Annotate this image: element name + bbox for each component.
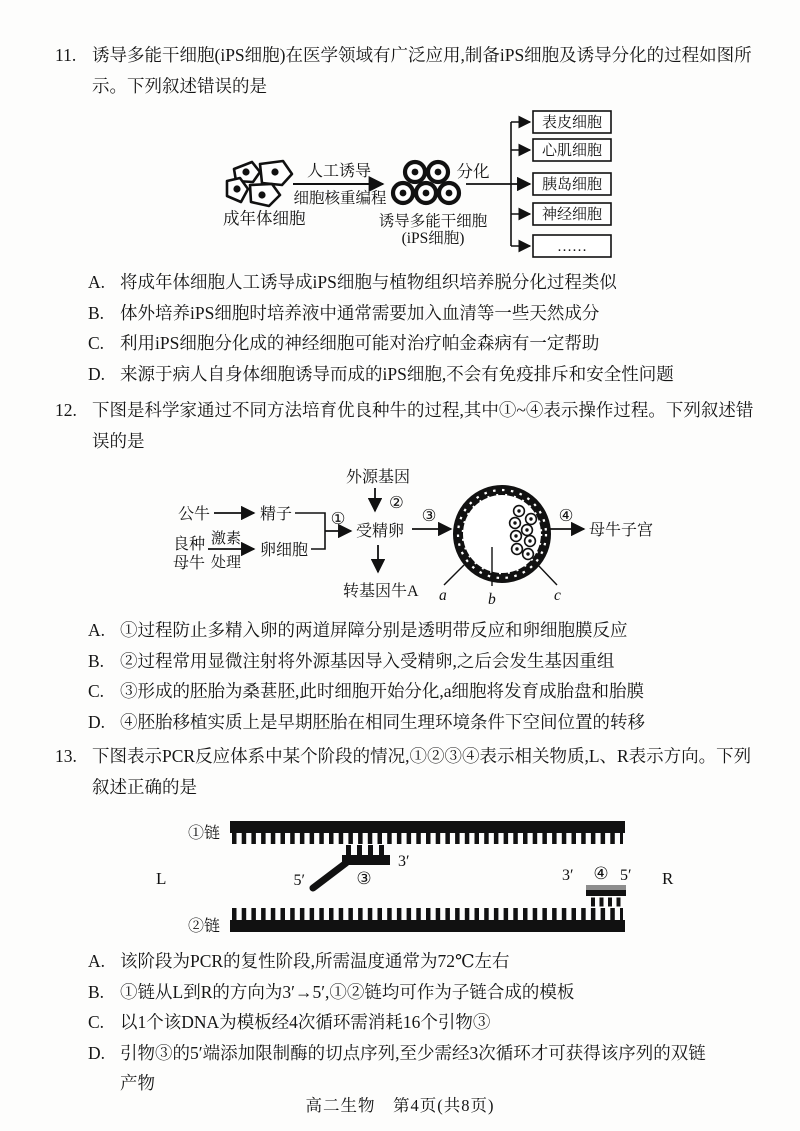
box-ellipsis: …… [557, 239, 587, 255]
sperm-label: 精子 [260, 506, 293, 523]
question-13-number: 13. [55, 746, 77, 766]
option-text: ①过程防止多精入卵的两道屏障分别是透明带反应和卵细胞膜反应 [120, 620, 628, 640]
primer3-five-prime-label: 5′ [293, 872, 305, 889]
option-letter: A. [88, 620, 106, 640]
option-13-d [88, 1038, 767, 1099]
box-cardiac: 心肌细胞 [541, 143, 603, 159]
label-b: b [488, 591, 496, 608]
box-islet: 胰岛细胞 [541, 177, 603, 193]
question-12-number: 12. [55, 400, 77, 420]
option-text: 利用iPS细胞分化成的神经细胞可能对治疗帕金森病有一定帮助 [120, 333, 600, 353]
label-c: c [554, 587, 561, 604]
primer3-label: ③ [356, 869, 372, 888]
option-letter: B. [88, 302, 105, 323]
question-13-options [55, 946, 767, 1099]
option-letter: C. [88, 681, 105, 701]
step4-label: ④ [558, 506, 574, 525]
option-text: ③形成的胚胎为桑葚胚,此时细胞开始分化,a细胞将发育成胎盘和胎膜 [120, 681, 645, 701]
question-12 [55, 395, 767, 457]
option-11-b [88, 298, 767, 329]
option-11-a [88, 267, 767, 298]
direction-left-label: L [156, 869, 167, 888]
option-letter: D. [88, 1042, 106, 1063]
primer-3-shape [313, 850, 390, 888]
diagram-pcr [150, 807, 710, 940]
option-text: 该阶段为PCR的复性阶段,所需温度通常为72℃左右 [120, 951, 510, 971]
diagram-ips-cells [183, 106, 635, 261]
option-text: ④胚胎移植实质上是早期胚胎在相同生理环境条件下空间位置的转移 [120, 711, 645, 732]
option-letter: C. [88, 1012, 105, 1032]
primer4-five-prime-label: 5′ [620, 867, 632, 884]
zygote-label: 受精卵 [356, 523, 405, 540]
leader-a [444, 565, 464, 585]
option-text: 以1个该DNA为模板经4次循环需消耗16个引物③ [120, 1012, 491, 1032]
ips-label-line1: 诱导多能干细胞 [378, 213, 488, 230]
transgenic-cattle-label: 转基因牛A [343, 583, 419, 600]
question-12-options [55, 615, 767, 737]
option-12-a [88, 615, 767, 646]
option-11-c [88, 328, 767, 359]
question-11 [55, 40, 767, 102]
question-13 [55, 741, 767, 803]
option-11-d [88, 359, 767, 390]
option-13-c [88, 1007, 767, 1038]
option-letter: B. [88, 650, 105, 671]
primer3-three-prime-label: 3′ [398, 853, 410, 870]
option-letter: D. [88, 711, 106, 732]
treatment-label: 处理 [211, 555, 242, 571]
egg-label: 卵细胞 [260, 542, 309, 559]
option-text: 引物③的5′端添加限制酶的切点序列,至少需经3次循环才可获得该序列的双链产物 [120, 1042, 706, 1093]
dna-strand2-comb [230, 914, 625, 932]
option-12-b [88, 646, 767, 677]
cow-label-line2: 母牛 [173, 555, 206, 572]
cow-label-line1: 良种 [173, 536, 206, 553]
option-text: 将成年体细胞人工诱导成iPS细胞与植物组织培养脱分化过程类似 [120, 272, 617, 292]
option-letter: B. [88, 981, 105, 1002]
question-11-options [55, 267, 767, 389]
exam-page-content [55, 40, 767, 1099]
label-a: a [439, 587, 447, 604]
step1-label: ① [330, 509, 346, 528]
option-12-c [88, 676, 767, 707]
option-text: ②过程常用显微注射将外源基因导入受精卵,之后会发生基因重组 [120, 650, 615, 671]
step2-label: ② [389, 493, 404, 512]
option-letter: C. [88, 333, 105, 353]
question-11-stem: 诱导多能干细胞(iPS细胞)在医学领域有广泛应用,制备iPS细胞及诱导分化的过程如图所示。下列叙述错误的是 [92, 45, 752, 96]
ips-label-line2: (iPS细胞) [401, 230, 465, 247]
box-epidermal: 表皮细胞 [541, 115, 603, 131]
option-letter: A. [88, 272, 106, 292]
differentiation-label: 分化 [456, 162, 490, 181]
option-letter: A. [88, 951, 106, 971]
primer-4-shape [586, 885, 626, 902]
strand2-label: ②链 [188, 918, 221, 935]
uterus-label: 母牛子宫 [589, 522, 654, 539]
option-letter: D. [88, 363, 106, 384]
strand1-label: ①链 [188, 825, 221, 842]
induction-arrow-bottom-label: 细胞核重编程 [293, 190, 387, 207]
box-nerve: 神经细胞 [541, 207, 603, 223]
diagram-cattle-breeding [165, 461, 662, 611]
primer4-label: ④ [593, 864, 609, 883]
leader-c [537, 564, 557, 585]
inner-cell-mass [510, 506, 537, 560]
cell-type-boxes [533, 111, 611, 257]
question-13-stem: 下图表示PCR反应体系中某个阶段的情况,①②③④表示相关物质,L、R表示方向。下列叙述正确的是 [92, 746, 752, 797]
hormone-label: 激素 [211, 531, 242, 547]
adult-cells-label: 成年体细胞 [223, 209, 306, 228]
option-13-a [88, 946, 767, 977]
adult-somatic-cells-drawing [227, 161, 292, 206]
question-11-number: 11. [55, 45, 77, 65]
option-text: 体外培养iPS细胞时培养液中通常需要加入血清等一些天然成分 [120, 302, 600, 323]
exogenous-gene-label: 外源基因 [345, 469, 411, 486]
option-12-d [88, 707, 767, 738]
page-footer: 高二生物 第4页(共8页) [305, 1096, 495, 1115]
ips-cells-drawing [393, 162, 459, 203]
bull-label: 公牛 [178, 506, 211, 523]
dna-strand1-comb [230, 821, 625, 838]
primer4-three-prime-label: 3′ [562, 867, 574, 884]
option-text: ①链从L到R的方向为3′→5′,①②链均可作为子链合成的模板 [120, 981, 575, 1002]
direction-right-label: R [662, 869, 674, 888]
option-13-b [88, 977, 767, 1008]
step3-label: ③ [421, 506, 437, 525]
blastocyst-drawing [458, 490, 546, 578]
option-text: 来源于病人自身体细胞诱导而成的iPS细胞,不会有免疫排斥和安全性问题 [120, 363, 674, 384]
question-12-stem: 下图是科学家通过不同方法培育优良种牛的过程,其中①~④表示操作过程。下列叙述错误的是 [92, 400, 754, 451]
induction-arrow-top-label: 人工诱导 [306, 163, 372, 180]
